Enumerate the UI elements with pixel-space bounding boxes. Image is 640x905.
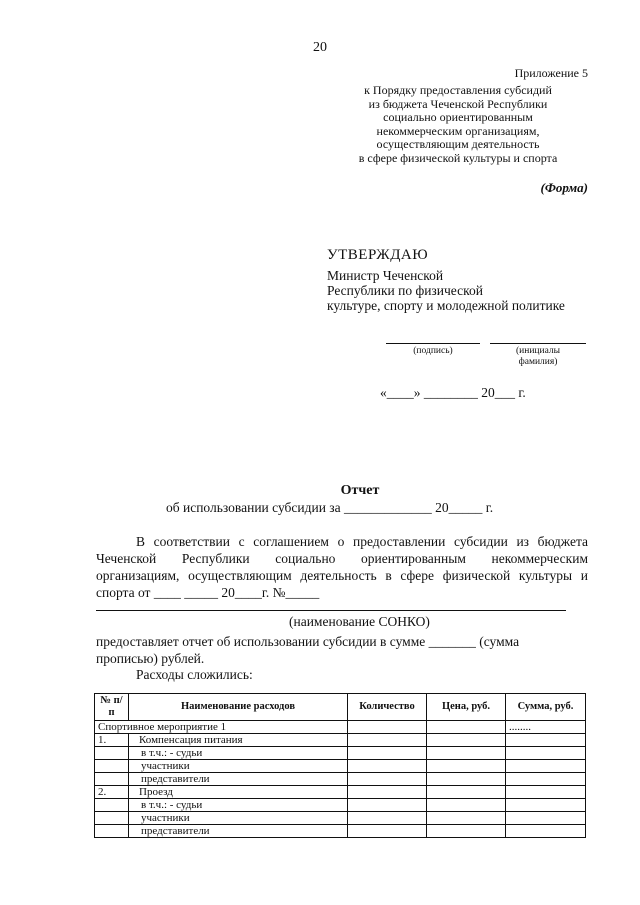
subrow-name-cell: в т.ч.: - судьи <box>129 799 348 812</box>
table-cell <box>506 734 586 747</box>
table-row <box>95 825 586 838</box>
paragraph-line: спорта от ____ _____ 20____г. №_____ <box>96 585 320 600</box>
table-cell <box>506 786 586 799</box>
table-cell <box>427 734 506 747</box>
table-cell <box>348 786 427 799</box>
table-row <box>95 773 586 786</box>
table-cell <box>506 812 586 825</box>
order-line: осуществляющим деятельность <box>376 137 540 151</box>
signature-line <box>386 343 480 344</box>
table-row <box>95 812 586 825</box>
approve-title: УТВЕРЖДАЮ <box>327 247 429 263</box>
table-cell <box>506 799 586 812</box>
initials-line <box>490 343 586 344</box>
table-row <box>95 721 586 734</box>
table-row <box>95 747 586 760</box>
form-label: (Форма) <box>540 180 588 195</box>
column-header-quantity: Количество <box>348 694 427 721</box>
table-row <box>95 734 586 747</box>
column-header-price: Цена, руб. <box>427 694 506 721</box>
column-header-number: № п/п <box>95 694 129 721</box>
table-cell <box>506 773 586 786</box>
approve-line: Республики по физической <box>327 283 483 298</box>
event-sum-cell: ........ <box>506 721 586 734</box>
column-header-name: Наименование расходов <box>129 694 348 721</box>
paragraph-line: организациям, осуществляющим деятельность в сфере физической культуры и <box>96 568 588 583</box>
signature-caption: (подпись) <box>413 346 453 356</box>
report-subtitle: об использовании субсидии за _____________ 20_____ г. <box>166 500 494 515</box>
subrow-name-cell: участники <box>129 812 348 825</box>
table-cell <box>348 760 427 773</box>
table-cell <box>427 786 506 799</box>
table-cell <box>95 773 129 786</box>
table-cell <box>95 747 129 760</box>
order-line: социально ориентированным <box>383 110 533 124</box>
order-line: к Порядку предоставления субсидий <box>364 83 552 97</box>
group-name-cell: Проезд <box>129 786 348 799</box>
table-cell <box>427 760 506 773</box>
table-cell <box>348 812 427 825</box>
table-cell <box>348 747 427 760</box>
group-name-cell: Компенсация питания <box>129 734 348 747</box>
organization-name-caption: (наименование СОНКО) <box>289 614 430 629</box>
group-number-cell: 2. <box>95 786 129 799</box>
initials-caption-line: (инициалы <box>515 346 560 356</box>
event-name-cell: Спортивное мероприятие 1 <box>95 721 348 734</box>
order-reference <box>328 84 588 165</box>
table-cell <box>95 799 129 812</box>
table-cell <box>95 825 129 838</box>
subrow-name-cell: в т.ч.: - судьи <box>129 747 348 760</box>
approve-line: Министр Чеченской <box>327 268 444 283</box>
table-cell <box>427 747 506 760</box>
subrow-name-cell: представители <box>129 825 348 838</box>
subrow-name-cell: участники <box>129 760 348 773</box>
costs-label: Расходы сложились: <box>136 667 253 682</box>
column-header-sum: Сумма, руб. <box>506 694 586 721</box>
table-cell <box>506 825 586 838</box>
table-cell <box>506 747 586 760</box>
group-number-cell: 1. <box>95 734 129 747</box>
subrow-name-cell: представители <box>129 773 348 786</box>
paragraph-line: Чеченской Республики социально ориентированным некоммерческим <box>96 551 588 566</box>
report-title: Отчет <box>340 483 380 498</box>
table-cell <box>348 799 427 812</box>
approve-body <box>327 268 607 313</box>
table-cell <box>95 760 129 773</box>
order-line: в сфере физической культуры и спорта <box>358 150 558 165</box>
table-cell <box>506 760 586 773</box>
table-cell <box>427 825 506 838</box>
initials-caption-line: фамилия) <box>518 357 558 367</box>
table-cell <box>348 734 427 747</box>
page-number: 20 <box>313 40 327 55</box>
table-row <box>95 799 586 812</box>
table-cell <box>348 721 427 734</box>
paragraph-line: В соответствии с соглашением о предоставлении субсидии из бюджета <box>136 534 588 549</box>
approve-line: культуре, спорту и молодежной политике <box>327 298 565 313</box>
table-header-row <box>95 694 586 721</box>
organization-name-line <box>96 610 566 611</box>
table-row <box>95 786 586 799</box>
order-line: некоммерческим организациям, <box>376 123 540 138</box>
order-line: из бюджета Чеченской Республики <box>368 96 548 111</box>
agreement-paragraph <box>96 533 588 601</box>
table-cell <box>348 773 427 786</box>
table-cell <box>95 812 129 825</box>
report-paragraph: предоставляет отчет об использовании субсидии в сумме _______ (сумма прописью) рублей. <box>96 634 520 666</box>
table-cell <box>348 825 427 838</box>
approval-date: «____» ________ 20___ г. <box>380 385 526 400</box>
table-cell <box>427 773 506 786</box>
table-cell <box>427 721 506 734</box>
costs-table <box>94 693 586 838</box>
appendix-label: Приложение 5 <box>514 66 588 80</box>
table-cell <box>427 812 506 825</box>
initials-caption <box>490 346 586 368</box>
table-row <box>95 760 586 773</box>
table-cell <box>427 799 506 812</box>
